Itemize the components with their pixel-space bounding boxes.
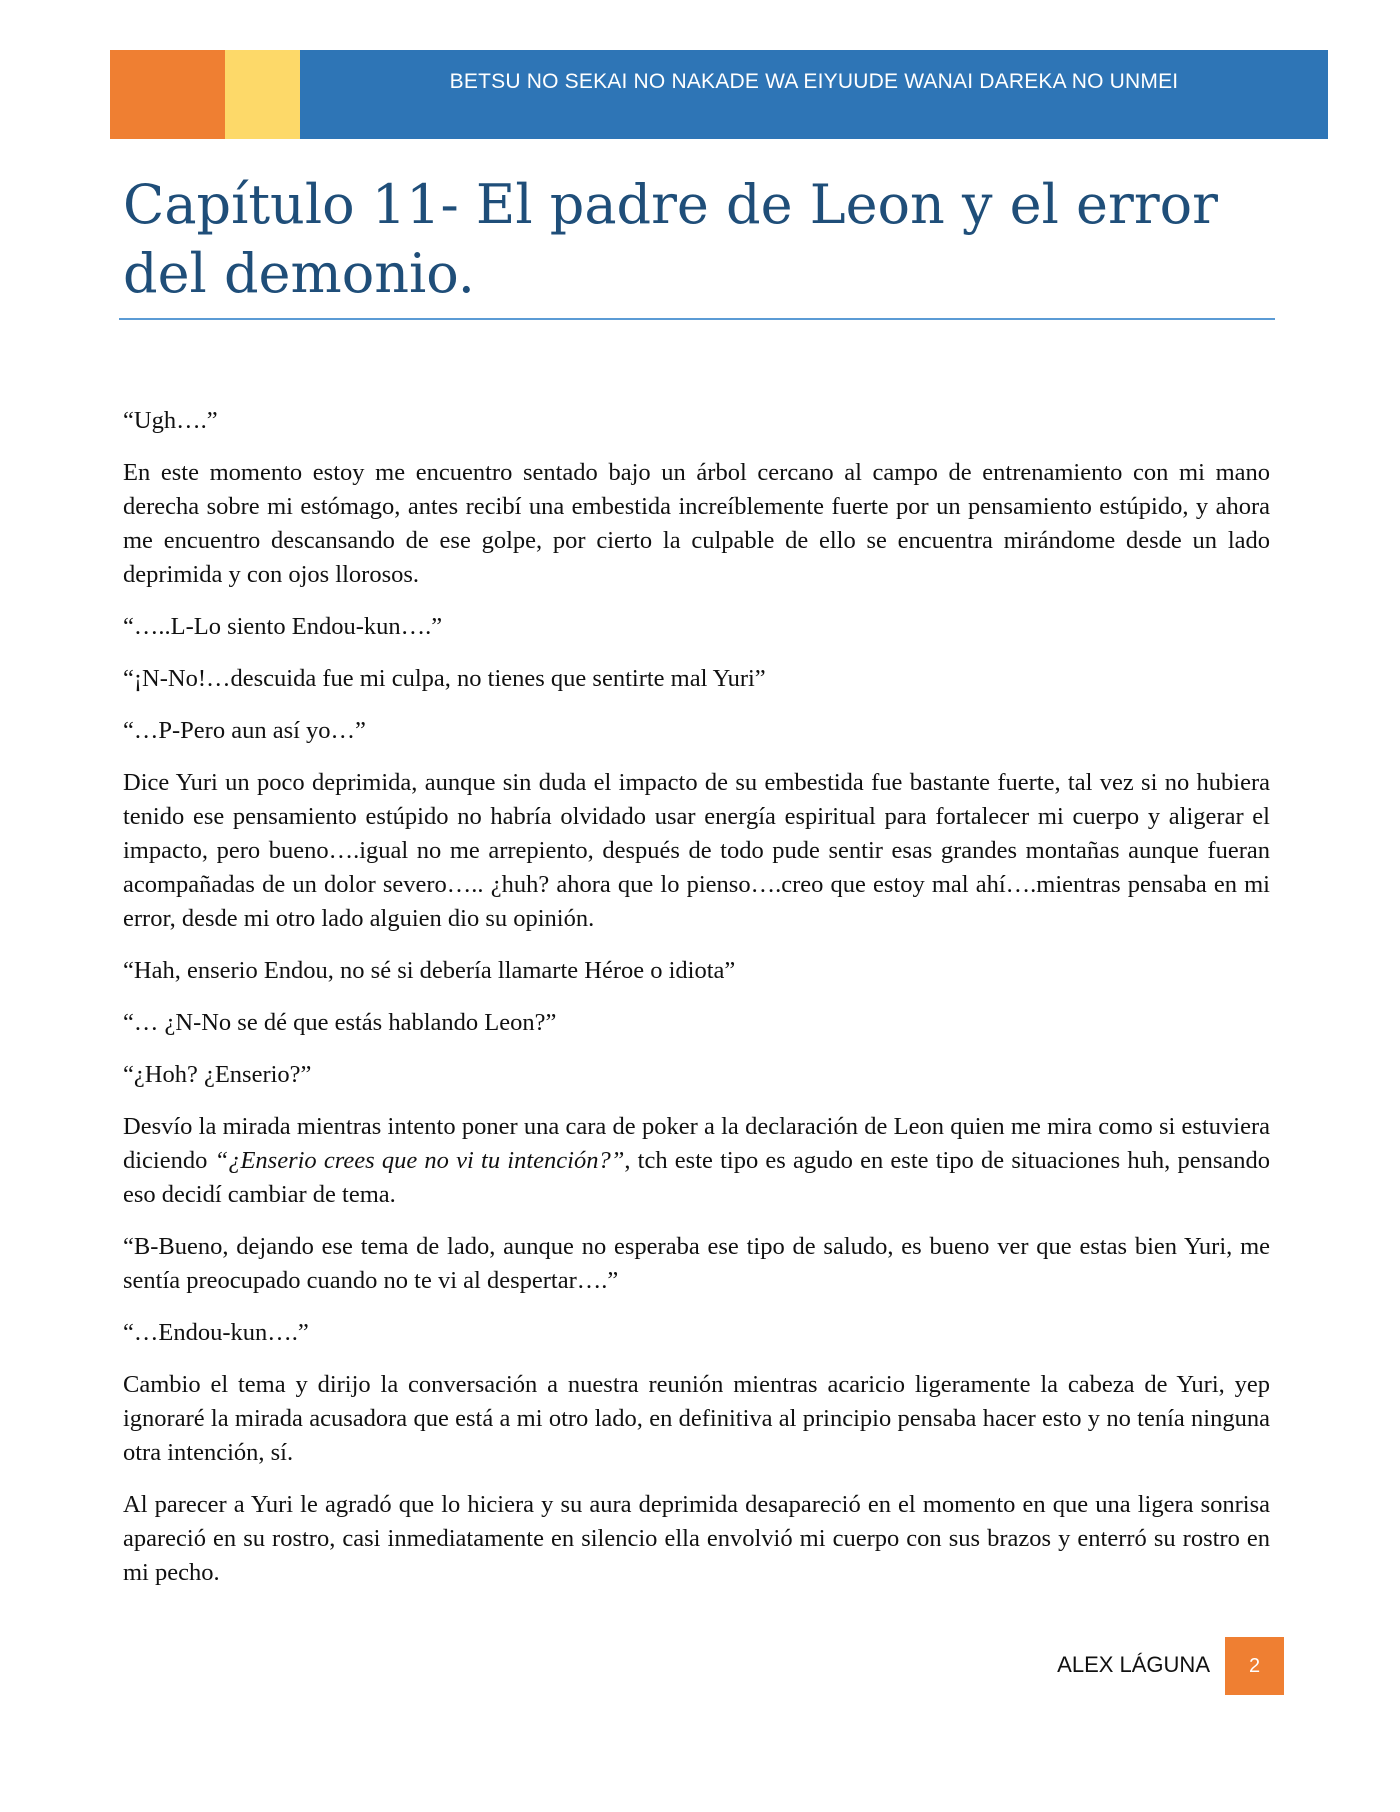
header-blue-block [300, 50, 1328, 139]
paragraph-10 [123, 1110, 1270, 1212]
paragraph-7: “Hah, enserio Endou, no sé si debería llamarte Héroe o idiota” [123, 957, 736, 984]
series-title: BETSU NO SEKAI NO NAKADE WA EIYUUDE WANAI DAREKA NO UNMEI [449, 70, 1179, 93]
footer-author: ALEX LÁGUNA [1057, 1652, 1210, 1677]
paragraph-1: “Ugh….” [123, 407, 218, 434]
header-orange-block [110, 50, 225, 139]
chapter-body [123, 404, 1270, 1608]
header-yellow-block [225, 50, 300, 139]
title-divider [119, 318, 1275, 320]
paragraph-14: Al parecer a Yuri le agradó que lo hiciera y su aura deprimida desapareció en el momento en que una ligera sonrisa apareció en su rostro, casi inmediatamente en silencio ella envolvió mi cuerpo con sus brazos y enterró su rostro en mi pecho. [123, 1491, 1270, 1586]
paragraph-10-italic-quote: “¿Enserio crees que no vi tu intención?” [214, 1147, 625, 1174]
paragraph-10-start: Desvío la mirada mientras intento poner una cara de poker a la declaración de Leon quien me mira como si estuviera diciendo [123, 1113, 1270, 1174]
paragraph-8: “… ¿N-No se dé que estás hablando Leon?” [123, 1009, 557, 1036]
paragraph-11: “B-Bueno, dejando ese tema de lado, aunque no esperaba ese tipo de saludo, es bueno ver que estas bien Yuri, me sentía preocupado cuando no te vi al despertar….” [123, 1233, 1270, 1294]
page-number: 2 [1225, 1637, 1284, 1695]
paragraph-4: “¡N-No!…descuida fue mi culpa, no tienes que sentirte mal Yuri” [123, 665, 766, 692]
header-band [110, 50, 1328, 139]
paragraph-3: “…..L-Lo siento Endou-kun….” [123, 613, 443, 640]
paragraph-6: Dice Yuri un poco deprimida, aunque sin duda el impacto de su embestida fue bastante fuerte, tal vez si no hubiera tenido ese pensamiento estúpido no habría olvidado usar energía espiritual para fortalecer mi cuerpo y aligerar el impacto, pero bueno….igual no me arrepiento, después de todo pude sentir esas grandes montañas aunque fueran acompañadas de un dolor severo….. ¿huh? ahora que lo pienso….creo que estoy mal ahí….mientras pensaba en mi error, desde mi otro lado alguien dio su opinión. [123, 769, 1270, 932]
paragraph-10-end: , tch este tipo es agudo en este tipo de situaciones huh, pensando eso decidí cambiar de tema. [123, 1147, 1271, 1208]
paragraph-13: Cambio el tema y dirijo la conversación a nuestra reunión mientras acaricio ligeramente la cabeza de Yuri, yep ignoraré la mirada acusadora que está a mi otro lado, en definitiva al principio pensaba hacer esto y no tenía ninguna otra intención, sí. [123, 1371, 1270, 1466]
paragraph-5: “…P-Pero aun así yo…” [123, 717, 366, 744]
paragraph-12: “…Endou-kun….” [123, 1319, 309, 1346]
paragraph-2: En este momento estoy me encuentro sentado bajo un árbol cercano al campo de entrenamiento con mi mano derecha sobre mi estómago, antes recibí una embestida increíblemente fuerte por un pensamiento estúpido, y ahora me encuentro descansando de ese golpe, por cierto la culpable de ello se encuentra mirándome desde un lado deprimida y con ojos llorosos. [123, 459, 1270, 588]
paragraph-9: “¿Hoh? ¿Enserio?” [123, 1061, 312, 1088]
chapter-title: Capítulo 11- El padre de Leon y el error del demonio. [123, 173, 1218, 305]
